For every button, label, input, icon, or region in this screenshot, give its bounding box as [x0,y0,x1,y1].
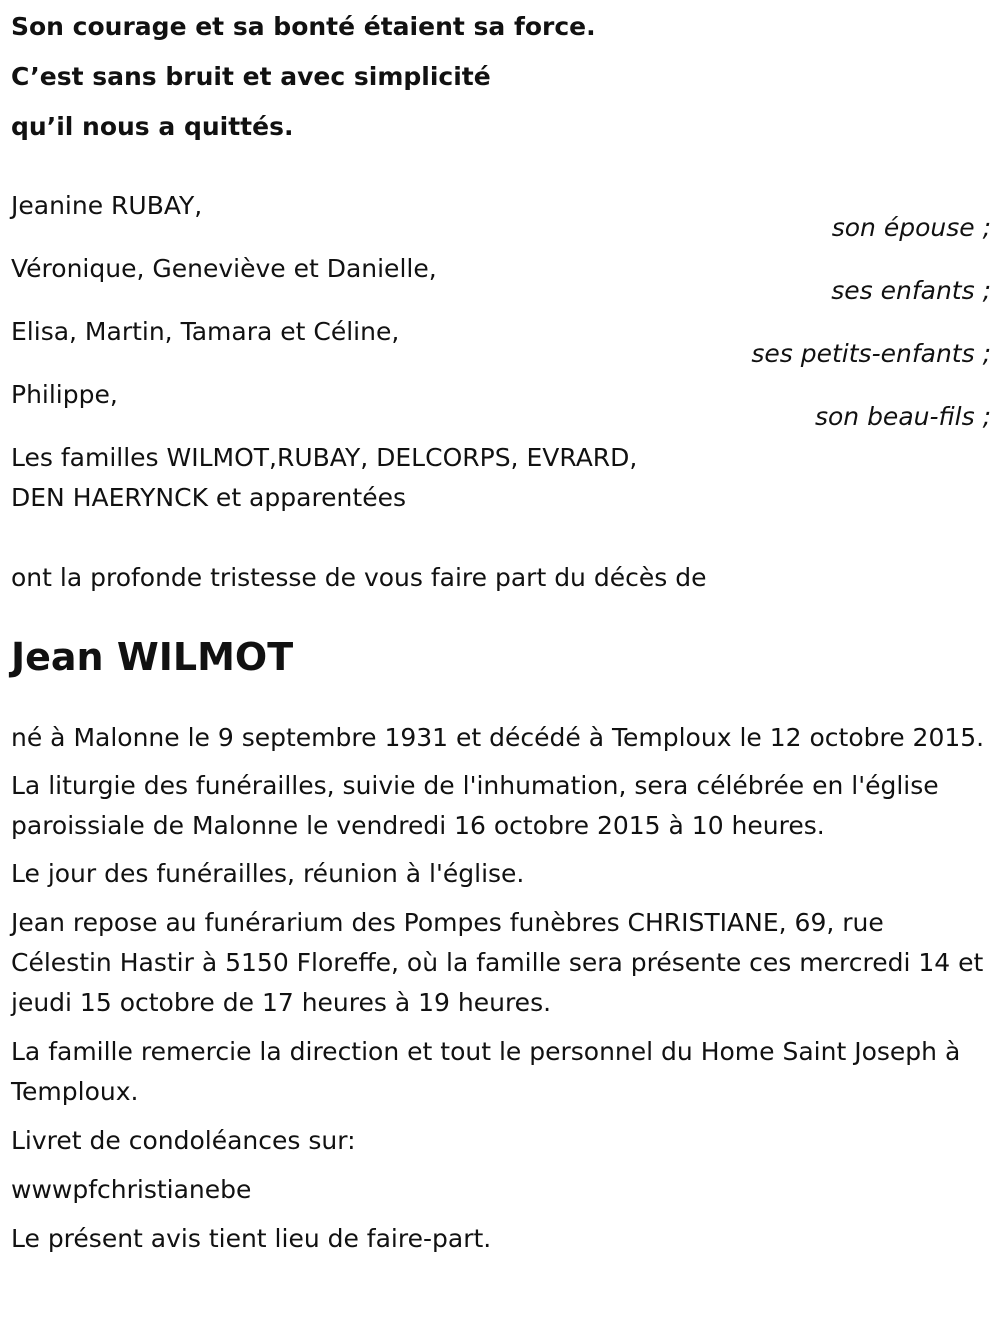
relative-entry [11,312,991,375]
relative-name: Jeanine RUBAY, [11,191,203,220]
paragraph-closing: Le présent avis tient lieu de faire-part. [11,1224,492,1253]
relative-role: son beau-fils ; [814,402,991,431]
relative-entry [11,249,991,312]
paragraph-funeral: La liturgie des funérailles, suivie de l'inhumation, sera célébrée en l'église paroissiale de Malonne le vendredi 16 octobre 2015 à 10 heures. [11,771,939,840]
relative-name: Véronique, Geneviève et Danielle, [11,254,437,283]
paragraph-funerarium: Jean repose au funérarium des Pompes funèbres CHRISTIANE, 69, rue Célestin Hastir à 5150 Floreffe, où la famille sera présente ces mercredi 14 et jeudi 15 octobre de 17 heures à 19 heures. [11,908,984,1017]
obituary-notice [11,0,991,1259]
verse-line: Son courage et sa bonté étaient sa force. [11,12,596,41]
relatives-list [11,186,991,438]
relative-name: Philippe, [11,380,118,409]
relative-role: ses petits-enfants ; [751,339,991,368]
relative-entry [11,186,991,249]
verse-line: C’est sans bruit et avec simplicité [11,62,491,91]
relative-entry [11,375,991,438]
relative-role: ses enfants ; [831,276,991,305]
families-block [11,438,991,518]
paragraph-meeting: Le jour des funérailles, réunion à l'église. [11,859,525,888]
epitaph-verse [11,2,991,152]
notice-body [11,718,991,1259]
relative-role: son épouse ; [831,213,991,242]
condolences-link[interactable]: wwwpfchristianebe [11,1175,252,1204]
verse-line: qu’il nous a quittés. [11,112,294,141]
deceased-name: Jean WILMOT [11,635,294,679]
families-line: Les familles WILMOT,RUBAY, DELCORPS, EVRARD, [11,443,638,472]
paragraph-thanks: La famille remercie la direction et tout le personnel du Home Saint Joseph à Temploux. [11,1037,961,1106]
relative-name: Elisa, Martin, Tamara et Céline, [11,317,400,346]
paragraph-dates: né à Malonne le 9 septembre 1931 et décédé à Temploux le 12 octobre 2015. [11,723,985,752]
families-line: DEN HAERYNCK et apparentées [11,483,406,512]
announcement: ont la profonde tristesse de vous faire part du décès de [11,563,707,592]
paragraph-condolences: Livret de condoléances sur: [11,1126,356,1155]
